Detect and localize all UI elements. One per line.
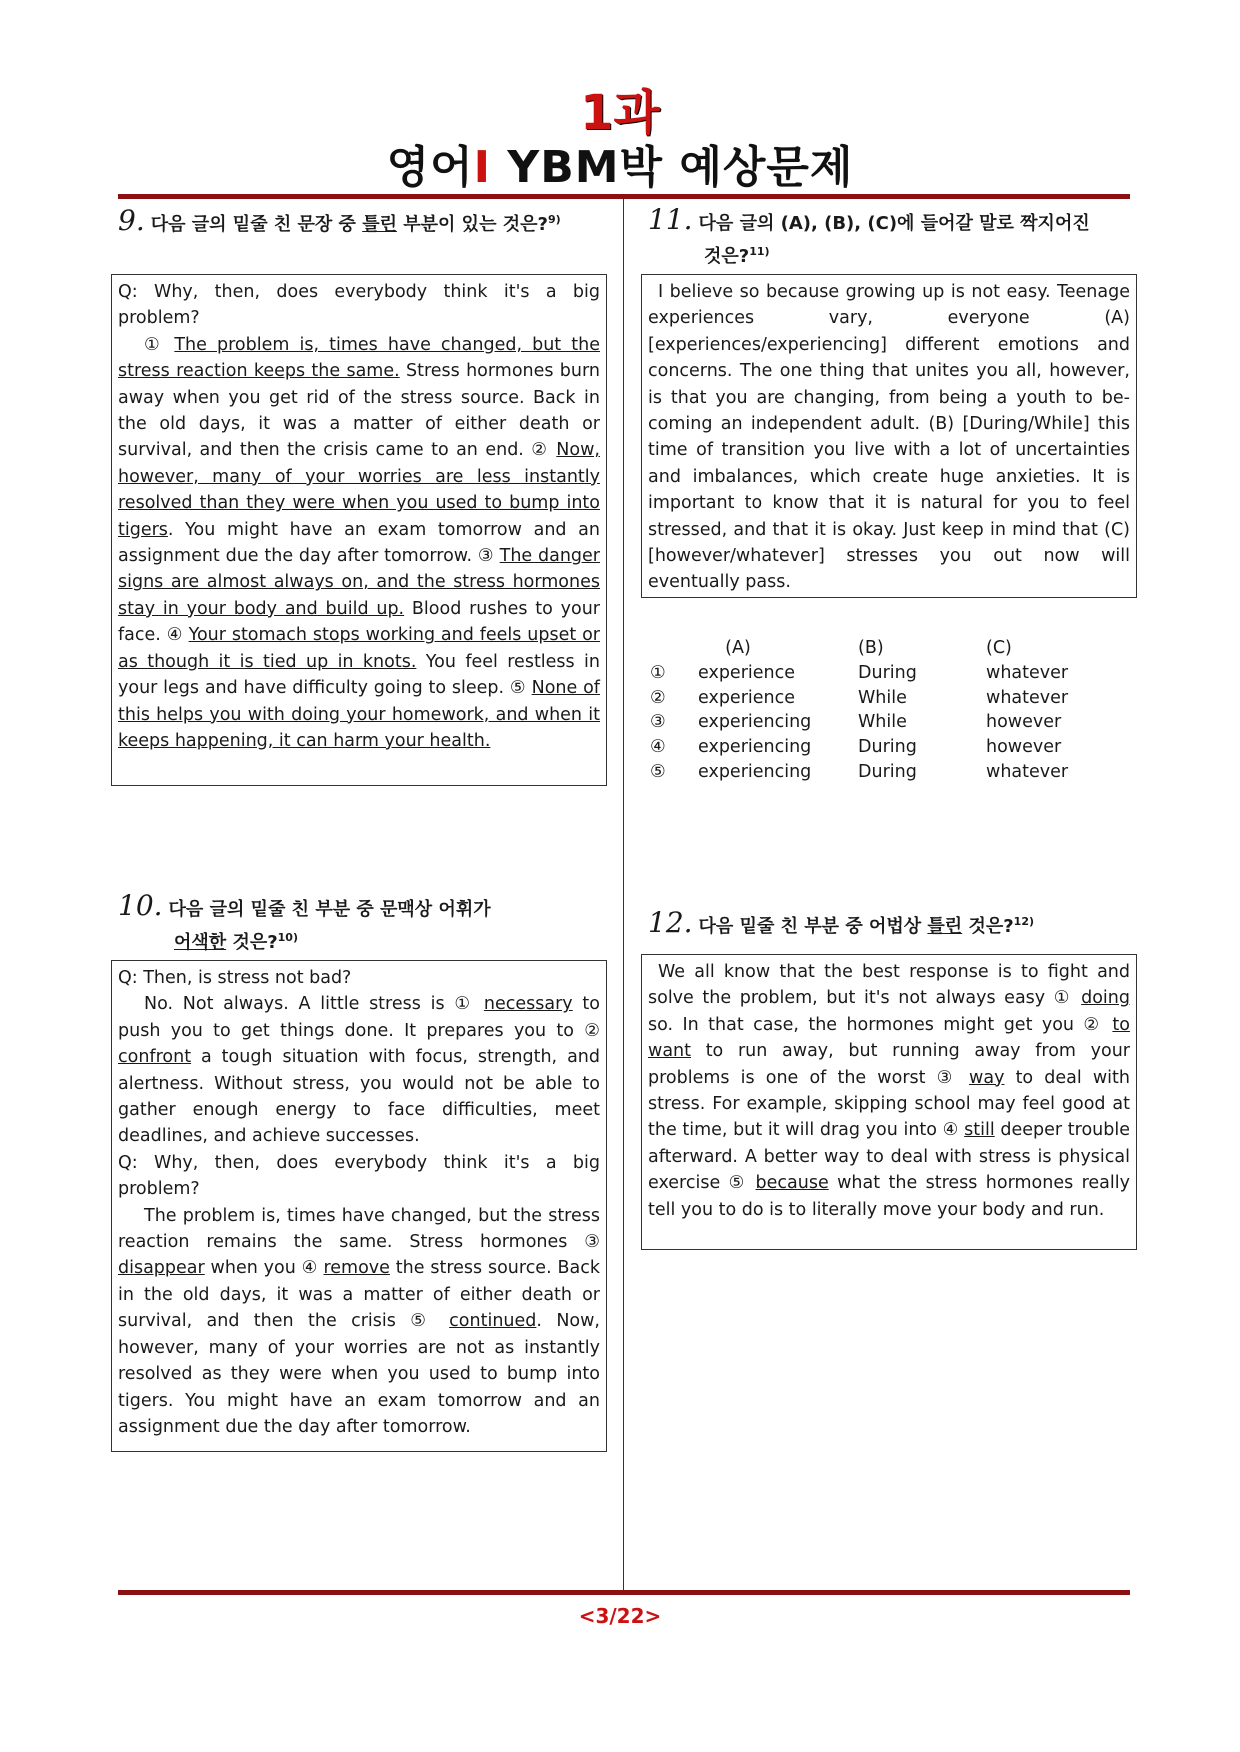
q12-text-b: so. In that case, the hormones might get you	[648, 1014, 1084, 1035]
q10-prompt-post: 것은?	[226, 932, 278, 953]
q9-text-2: . You might have an exam tomorrow and an assignment due the day after tomorrow.	[118, 519, 600, 567]
q10-footnote: 10)	[277, 931, 298, 944]
option-c: however	[986, 712, 1062, 733]
q12-mark-1: ①	[1053, 988, 1073, 1009]
option-mark: ③	[650, 712, 666, 733]
q11-option-1[interactable]	[650, 661, 1068, 686]
q11-heading	[648, 203, 1130, 271]
q9-sentence-3: The danger signs are almost always on, and the stress hormones stay in your body and build up.	[118, 546, 600, 619]
q10-text-d: The problem is, times have changed, but the stress reaction remains the same. Stress hormones	[118, 1205, 600, 1253]
q10-para-1	[118, 991, 600, 1149]
option-b: While	[858, 712, 907, 733]
q11-passage	[641, 274, 1137, 598]
q10-passage	[111, 960, 607, 1452]
q9-sentence-1: The problem is, times have changed, but the stress reaction keeps the same.	[118, 334, 600, 382]
option-c: whatever	[986, 761, 1069, 782]
q12-text-a: We all know that the best response is to fight and solve the problem, but it's not always easy	[648, 962, 1130, 1009]
option-c: whatever	[986, 687, 1069, 708]
q9-mark-5: ⑤	[509, 678, 526, 699]
q12-mark-2: ②	[1083, 1014, 1103, 1035]
page-title	[0, 142, 1240, 194]
q9-text-1: Stress hormones burn away when you get rid of the stress source. Back in the old days, it was a matter of either death or survival, and then the crisis came to an end.	[118, 361, 600, 461]
option-mark: ②	[650, 687, 666, 708]
q9-footnote: 9)	[547, 213, 561, 226]
q9-mark-4: ④	[166, 625, 183, 646]
q11-col-b: (B)	[858, 638, 884, 658]
option-b: During	[858, 662, 917, 683]
q9-mark-1: ①	[144, 334, 165, 355]
footer-rule	[118, 1590, 1130, 1595]
q12-heading	[648, 908, 1130, 941]
q11-col-c: (C)	[986, 638, 1012, 658]
q9-prompt-underlined: 틀린	[362, 214, 397, 235]
q9-mark-3: ③	[477, 546, 494, 567]
q12-mark-3: ③	[936, 1067, 958, 1088]
q10-para-2	[118, 1203, 600, 1441]
q12-mark-4: ④	[942, 1120, 959, 1141]
option-a: experience	[698, 687, 795, 708]
option-c: however	[986, 737, 1062, 758]
q10-text-f: the stress source. Back in the old days, it was a matter of either death or survival, and then the crisis	[118, 1258, 600, 1332]
q10-mark-2: ②	[584, 1020, 600, 1041]
q12-text-f: what the stress hormones really tell you to do is to literally move your body and run.	[648, 1173, 1130, 1220]
q9-number: 9.	[118, 204, 145, 237]
q9-sentence-4: Your stomach stops working and feels upset or as though it is tied up in knots.	[118, 625, 600, 672]
q10-prompt-a: 다음 글의 밑줄 친 부분 중 문맥상 어휘가	[168, 899, 491, 920]
q10-prompt-underlined: 어색한	[174, 932, 227, 953]
q10-mark-3: ③	[584, 1232, 600, 1253]
q11-body: I believe so because growing up is not easy. Teenage experiences vary, everyone (A) [experiences/experiencing] different emotions and concerns. The one thing that unites you all, however, is that you are changing, from being a youth to be-coming an independent adult. (B) [During/While] this time of transition you live with a lot of uncertainties and imbalances, which create huge anxieties. It is important to know that it is natural for you to feel stressed, and that it is okay. Just keep in mind that (C) [however/whatever] stresses you out now will eventually pass.	[648, 282, 1130, 593]
q11-col-a: (A)	[725, 638, 751, 658]
q11-option-header	[650, 636, 1068, 661]
q11-prompt-a: 다음 글의 (A), (B), (C)에 들어갈 말로 짝지어진	[698, 213, 1090, 234]
option-mark: ④	[650, 737, 666, 758]
option-b: During	[858, 737, 917, 758]
q12-text-e: deeper trouble afterward. A better way to deal with stress is physical exercise	[648, 1120, 1130, 1194]
option-c: whatever	[986, 662, 1069, 683]
header-rule	[118, 194, 1130, 199]
q10-text-a: No. Not always. A little stress is	[144, 994, 455, 1015]
q10-heading	[118, 889, 600, 957]
q9-passage	[111, 274, 607, 786]
q12-word-5: because	[755, 1173, 829, 1194]
q10-line-3: Q: Why, then, does everybody think it's a big problem?	[118, 1152, 600, 1200]
q10-text-g: . Now, however, many of your worries are not as instantly resolved as they were when you used to bump into tigers. You might have an exam tomorrow and an assignment due the day after tomorrow.	[118, 1311, 600, 1437]
q12-prompt-post: 것은?	[962, 916, 1014, 937]
q12-passage	[641, 954, 1137, 1250]
q12-word-3: way	[969, 1067, 1005, 1088]
option-a: experiencing	[698, 737, 812, 758]
q10-mark-4: ④	[301, 1258, 318, 1279]
q10-word-1: necessary	[483, 994, 573, 1015]
q11-footnote: 11)	[749, 245, 770, 258]
option-a: experiencing	[698, 761, 812, 782]
option-a: experience	[698, 662, 795, 683]
q9-text-3: Blood rushes to your face.	[118, 598, 600, 646]
option-mark: ⑤	[650, 761, 666, 782]
q11-option-5[interactable]	[650, 760, 1068, 785]
q11-answer-options	[650, 636, 1068, 785]
q9-sentence-5: None of this helps you with doing your homework, and when it keeps happening, it can harm your health.	[118, 678, 600, 751]
q12-text-d: to deal with stress. For example, skipping school may feel good at the time, but it will drag you into	[648, 1067, 1130, 1141]
q9-heading	[118, 206, 600, 239]
q11-option-3[interactable]	[650, 710, 1068, 735]
title-pre: 영어	[386, 142, 474, 193]
q9-question-line: Q: Why, then, does everybody think it's a big problem?	[118, 282, 600, 329]
title-red: I	[473, 142, 492, 193]
q10-word-4: remove	[323, 1258, 390, 1279]
q10-text-e: when you	[204, 1258, 302, 1279]
q12-word-4: still	[964, 1120, 995, 1141]
q11-option-2[interactable]	[650, 686, 1068, 711]
q9-mark-2: ②	[531, 440, 549, 461]
option-b: During	[858, 761, 917, 782]
q12-word-1: doing	[1081, 988, 1130, 1009]
q9-sentence-2: Now, however, many of your worries are less instantly resolved than they were when you used to bump into tigers	[118, 440, 600, 540]
q10-word-5: continued	[449, 1311, 537, 1332]
q10-word-3: disappear	[118, 1258, 205, 1279]
column-divider	[623, 199, 624, 1590]
title-post: YBM박 예상문제	[491, 142, 854, 193]
q12-body	[648, 959, 1130, 1223]
q10-number: 10.	[118, 889, 163, 922]
q9-prompt-pre: 다음 글의 밑줄 친 문장 중	[150, 214, 363, 235]
q11-number: 11.	[648, 203, 693, 236]
option-b: While	[858, 687, 907, 708]
q12-word-2: to want	[648, 1014, 1130, 1062]
q10-text-b: to push you to get things done. It prepares you to	[118, 994, 600, 1041]
q11-option-4[interactable]	[650, 735, 1068, 760]
option-a: experiencing	[698, 712, 812, 733]
q11-prompt-b: 것은?	[704, 246, 750, 267]
q12-prompt-pre: 다음 밑줄 친 부분 중 어법상	[698, 916, 928, 937]
q10-line-1: Q: Then, is stress not bad?	[118, 968, 352, 988]
q9-body	[118, 332, 600, 755]
q9-text-4: You feel restless in your legs and have difficulty going to sleep.	[118, 651, 601, 699]
q12-prompt-underlined: 틀린	[927, 916, 963, 937]
q10-mark-1: ①	[454, 994, 475, 1015]
page-number: <3/22>	[578, 1604, 662, 1628]
q10-word-2: confront	[118, 1047, 192, 1068]
option-mark: ①	[650, 662, 666, 683]
q9-prompt-post: 부분이 있는 것은?	[396, 214, 548, 235]
q12-number: 12.	[648, 906, 693, 939]
q12-footnote: 12)	[1013, 915, 1035, 928]
lesson-title: 1과	[580, 85, 660, 141]
q12-mark-5: ⑤	[728, 1173, 748, 1194]
q10-mark-5: ⑤	[410, 1311, 435, 1332]
q10-text-c: a tough situation with focus, strength, and alertness. Without stress, you would not be able to gather enough energy to face difficulties, meet deadlines, and achieve successes.	[118, 1047, 600, 1147]
q12-text-c: to run away, but running away from your problems is one of the worst	[648, 1041, 1130, 1088]
